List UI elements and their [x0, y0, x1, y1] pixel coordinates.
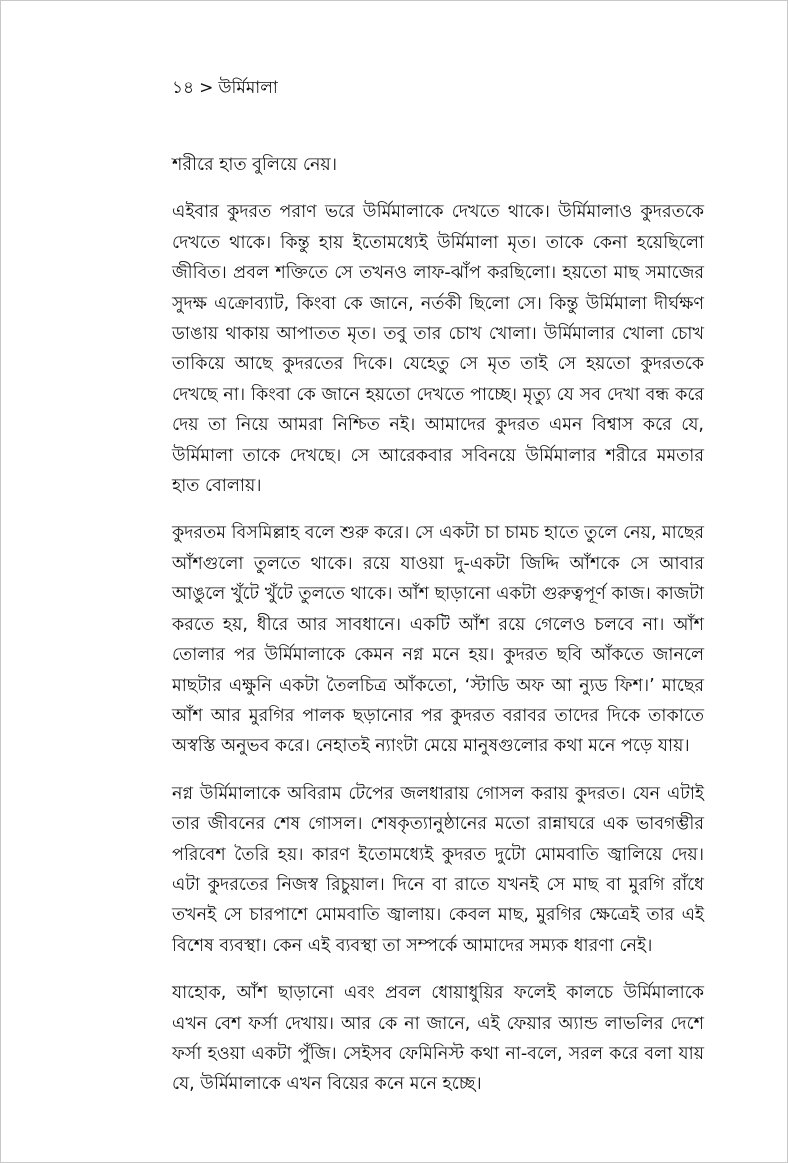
paragraph-3: কুদরতম বিসমিল্লাহ বলে শুরু করে। সে একটা চা চামচ হাতে তুলে নেয়, মাছের আঁশগুলো তুলতে থাকে। রয়ে যাওয়া দু-একটা জিদ্দি আঁশকে সে আবার আঙুলে খুঁটে খুঁটে তুলতে থাকে। আঁশ ছাড়ানো একটা গুরুত্বপূর্ণ কাজ। কাজটা করতে হয়, ধীরে আর সাবধানে। একটি আঁশ রয়ে গেলেও চলবে না। আঁশ তোলার পর উর্মিমালাকে কেমন নগ্ন মনে হয়। কুদরত ছবি আঁকতে জানলে মাছটার এক্ষুনি একটা তৈলচিত্র আঁকতো, ‘স্টাডি অফ আ ন্যুড ফিশ।’ মাছের আঁশ আর মুরগির পালক ছড়ানোর পর কুদরত বরাবর তাদের দিকে তাকাতে অস্বস্তি অনুভব করে। নেহাতই ন্যাংটা মেয়ে মানুষগুলোর কথা মনে পড়ে যায়।: [172, 523, 705, 757]
paragraph-5: যাহোক, আঁশ ছাড়ানো এবং প্রবল ধোয়াধুয়ির ফলেই কালচে উর্মিমালাকে এখন বেশ ফর্সা দেখায়। আর কে না জানে, এই ফেয়ার অ্যান্ড লাভলির দেশে ফর্সা হওয়া একটা পুঁজি। সেইসব ফেমিনিস্ট কথা না-বলে, সরল করে বলা যায় যে, উর্মিমালাকে এখন বিয়ের কনে মনে হচ্ছে।: [172, 983, 704, 1095]
body-text: [172, 150, 704, 1117]
paragraph-2: এইবার কুদরত পরাণ ভরে উর্মিমালাকে দেখতে থাকে। উর্মিমালাও কুদরতকে দেখতে থাকে। কিন্তু হায় ইতোমধ্যেই উর্মিমালা মৃত। তাকে কেনা হয়েছিলো জীবিত। প্রবল শক্তিতে সে তখনও লাফ-ঝাঁপ করছিলো। হয়তো মাছ সমাজের সুদক্ষ এক্রোব্যাট, কিংবা কে জানে, নর্তকী ছিলো সে। কিন্তু উর্মিমালা দীর্ঘক্ষণ ডাঙায় থাকায় আপাতত মৃত। তবু তার চোখ খোলা। উর্মিমালার খোলা চোখ তাকিয়ে আছে কুদরতের দিকে। যেহেতু সে মৃত তাই সে হয়তো কুদরতকে দেখছে না। কিংবা কে জানে হয়তো দেখতে পাচ্ছে। মৃত্যু যে সব দেখা বন্ধ করে দেয় তা নিয়ে আমরা নিশ্চিত নই। আমাদের কুদরত এমন বিশ্বাস করে যে, উর্মিমালা তাকে দেখছে। সে আরেকবার সবিনয়ে উর্মিমালার শরীরে মমতার হাত বোলায়।: [172, 202, 704, 497]
paragraph-1: শরীরে হাত বুলিয়ে নেয়।: [172, 155, 337, 175]
running-header: [172, 76, 278, 100]
paragraph-4: নগ্ন উর্মিমালাকে অবিরাম টেপের জলধারায় গোসল করায় কুদরত। যেন এটাই তার জীবনের শেষ গোসল। শেষকৃত্যানুষ্ঠানের মতো রান্নাঘরে এক ভাবগম্ভীর পরিবেশ তৈরি হয়। কারণ ইতোমধ্যেই কুদরত দুটো মোমবাতি জ্বালিয়ে দেয়। এটা কুদরতের নিজস্ব রিচুয়াল। দিনে বা রাতে যখনই সে মাছ বা মুরগি রাঁধে তখনই সে চারপাশে মোমবাতি জ্বালায়। কেবল মাছ, মুরগির ক্ষেত্রেই তার এই বিশেষ ব্যবস্থা। কেন এই ব্যবস্থা তা সম্পর্কে আমাদের সম্যক ধারণা নেই।: [172, 783, 704, 956]
book-title: উর্মিমালা: [218, 78, 278, 98]
header-separator: >: [199, 78, 214, 98]
page-number: ১৪: [172, 78, 195, 98]
